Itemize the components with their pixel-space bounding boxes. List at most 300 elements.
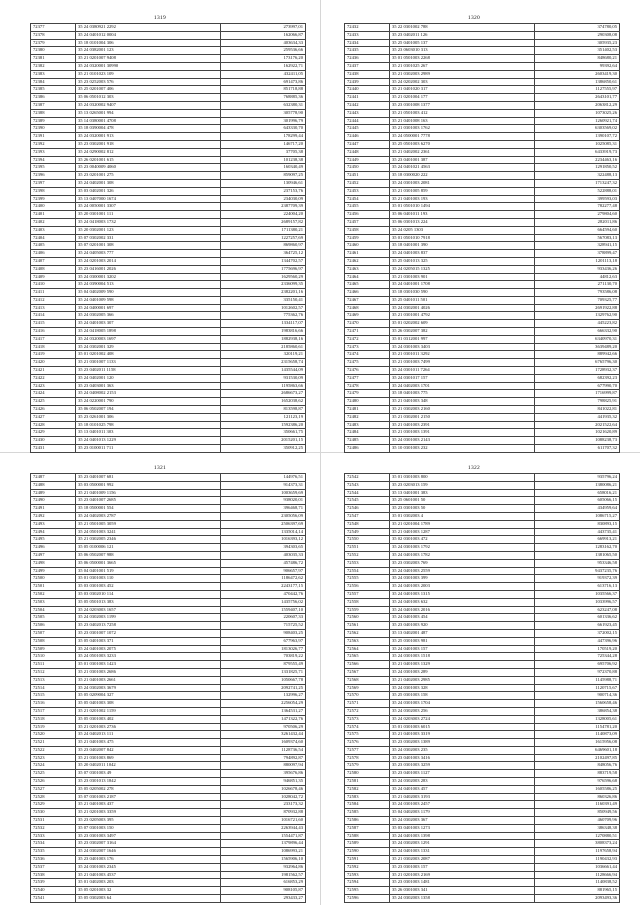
row-value-cell: 643330,70 xyxy=(221,125,306,133)
row-code-cell: 35 21 0201004 1789 xyxy=(390,520,535,528)
row-code-cell: 35 06 0502007 194 xyxy=(76,406,221,414)
row-id-cell: 72498 xyxy=(31,559,76,567)
row-value-cell: 1380086,21 xyxy=(535,481,620,489)
row-id-cell: 72509 xyxy=(31,645,76,653)
row-code-cell: 35 01 0202002 609 xyxy=(390,320,535,328)
row-code-cell: 35 05 0401003 371 xyxy=(76,637,221,645)
row-value-cell: 2305056,09 xyxy=(221,512,306,520)
row-code-cell: 35 21 0401003 475 xyxy=(76,739,221,747)
table-row xyxy=(31,481,306,489)
table-row xyxy=(31,70,306,78)
row-code-cell: 35 05 0100006 121 xyxy=(76,544,221,552)
row-value-cell: 1716999,87 xyxy=(535,390,620,398)
row-code-cell: 35 23 0302007 3164 xyxy=(76,840,221,848)
row-value-cell: 879555,49 xyxy=(221,661,306,669)
table-row xyxy=(31,265,306,273)
row-id-cell: 72472 xyxy=(345,335,390,343)
row-code-cell: 35 01 0501003 2268 xyxy=(390,55,535,63)
row-code-cell: 35 07 0301003 49 xyxy=(76,770,221,778)
row-value-cell: 1016393,12 xyxy=(221,536,306,544)
table-row xyxy=(345,809,620,817)
row-code-cell: 35 01 0201002 408 xyxy=(76,351,221,359)
table-row xyxy=(345,668,620,676)
row-code-cell: 35 24 0402001 120 xyxy=(76,374,221,382)
table-row xyxy=(345,559,620,567)
row-id-cell: 72412 xyxy=(31,296,76,304)
table-row xyxy=(345,746,620,754)
row-code-cell: 35 24 0302003 3679 xyxy=(76,684,221,692)
table-row xyxy=(345,551,620,559)
row-value-cell: 3808373,24 xyxy=(535,840,620,848)
table-row xyxy=(345,536,620,544)
row-code-cell: 35 23 0302003 769 xyxy=(390,559,535,567)
row-value-cell: 1021620,89 xyxy=(535,429,620,437)
row-id-cell: 72451 xyxy=(345,172,390,180)
row-value-cell: 305778,90 xyxy=(221,109,306,117)
table-row xyxy=(31,55,306,63)
row-id-cell: 72422 xyxy=(31,374,76,382)
row-id-cell: 72444 xyxy=(345,117,390,125)
row-value-cell: 782277,48 xyxy=(535,203,620,211)
row-id-cell: 72377 xyxy=(31,24,76,32)
table-row xyxy=(31,398,306,406)
row-value-cell: 320119,21 xyxy=(221,351,306,359)
row-id-cell: 72465 xyxy=(345,281,390,289)
row-value-cell: 677963,97 xyxy=(221,637,306,645)
row-id-cell: 72516 xyxy=(31,700,76,708)
row-value-cell: 445223,82 xyxy=(535,320,620,328)
row-id-cell: 72535 xyxy=(31,848,76,856)
row-id-cell: 72464 xyxy=(345,273,390,281)
row-code-cell: 35 23 0401003 3416 xyxy=(390,754,535,762)
row-code-cell: 35 23 0301003 1481 xyxy=(390,879,535,887)
row-code-cell: 35 24 0202002 303 xyxy=(390,78,535,86)
row-value-cell: 1140873,09 xyxy=(535,731,620,739)
table-row xyxy=(31,668,306,676)
table-row xyxy=(345,793,620,801)
row-value-cell: 1186472,62 xyxy=(221,575,306,583)
row-value-cell: 715725,52 xyxy=(221,622,306,630)
row-value-cell: 1128666,94 xyxy=(535,871,620,879)
row-value-cell: 1592386,20 xyxy=(221,421,306,429)
row-id-cell: 72448 xyxy=(345,148,390,156)
row-id-cell: 72396 xyxy=(31,172,76,180)
row-code-cell: 35 23 0401003 176 xyxy=(76,856,221,864)
row-code-cell: 35 21 0401003 3319 xyxy=(390,731,535,739)
row-code-cell: 35 24 0301003 2345 xyxy=(76,863,221,871)
table-row xyxy=(31,78,306,86)
row-code-cell: 35 24 0301003 289 xyxy=(390,668,535,676)
table-row xyxy=(345,731,620,739)
row-value-cell: 3639489,20 xyxy=(535,343,620,351)
table-row xyxy=(345,887,620,895)
row-id-cell: 72452 xyxy=(345,179,390,187)
row-id-cell: 72541 xyxy=(31,895,76,903)
row-code-cell: 35 26 0301003 341 xyxy=(390,887,535,895)
row-id-cell: 72385 xyxy=(31,86,76,94)
row-code-cell: 35 24 0401003 2075 xyxy=(76,645,221,653)
row-code-cell: 35 05 0301003 402 xyxy=(76,715,221,723)
table-row xyxy=(345,187,620,195)
table-row xyxy=(345,832,620,840)
row-code-cell: 35 24 0401003 632 xyxy=(390,598,535,606)
row-code-cell: 35 21 0302003 2989 xyxy=(390,70,535,78)
table-row xyxy=(345,606,620,614)
row-value-cell: 1140838,52 xyxy=(535,879,620,887)
table-row xyxy=(31,879,306,887)
row-id-cell: 72484 xyxy=(345,429,390,437)
row-id-cell: 72426 xyxy=(31,406,76,414)
row-id-cell: 72549 xyxy=(345,528,390,536)
row-code-cell: 35 01 0501010 7918 xyxy=(390,234,535,242)
row-id-cell: 72563 xyxy=(345,637,390,645)
table-row xyxy=(31,359,306,367)
table-row xyxy=(31,824,306,832)
row-value-cell: 273997,01 xyxy=(221,24,306,32)
table-row xyxy=(31,863,306,871)
row-value-cell: 1195863,66 xyxy=(221,382,306,390)
row-value-cell: 6765796,30 xyxy=(535,359,620,367)
table-row xyxy=(31,567,306,575)
row-value-cell: 1379896,44 xyxy=(221,840,306,848)
row-code-cell: 35 24 0402001 308 xyxy=(76,179,221,187)
row-code-cell: 35 21 0501005 3059 xyxy=(76,520,221,528)
row-code-cell: 35 21 0201007 9408 xyxy=(76,55,221,63)
row-id-cell: 72514 xyxy=(31,684,76,692)
row-value-cell: 2093493,36 xyxy=(535,895,620,903)
row-value-cell: 841022,81 xyxy=(535,406,620,414)
table-row xyxy=(31,536,306,544)
row-code-cell: 35 18 0401003 775 xyxy=(390,390,535,398)
row-code-cell: 35 24 0408002 2153 xyxy=(76,390,221,398)
row-value-cell: 403035,33 xyxy=(221,551,306,559)
table-row xyxy=(345,413,620,421)
table-row xyxy=(31,94,306,102)
table-row xyxy=(345,133,620,141)
row-code-cell: 35 21 0301007 1133 xyxy=(76,359,221,367)
row-id-cell: 72581 xyxy=(345,778,390,786)
table-row xyxy=(345,374,620,382)
table-row xyxy=(31,793,306,801)
table-row xyxy=(345,512,620,520)
table-row xyxy=(345,203,620,211)
row-id-cell: 72525 xyxy=(31,770,76,778)
row-code-cell: 35 24 0382001 123 xyxy=(76,47,221,55)
row-id-cell: 72394 xyxy=(31,156,76,164)
table-row xyxy=(31,281,306,289)
row-code-cell: 35 21 0201002 1159 xyxy=(76,707,221,715)
table-row xyxy=(31,606,306,614)
row-id-cell: 72477 xyxy=(345,374,390,382)
row-value-cell: 170519,20 xyxy=(535,645,620,653)
row-code-cell: 35 20 0402011 1042 xyxy=(76,762,221,770)
row-id-cell: 72579 xyxy=(345,762,390,770)
row-value-cell: 6433919,73 xyxy=(535,148,620,156)
row-value-cell: 1016721,60 xyxy=(221,817,306,825)
table-row xyxy=(31,211,306,219)
row-value-cell: 403634,33 xyxy=(221,39,306,47)
row-value-cell: 972370,88 xyxy=(535,668,620,676)
table-row xyxy=(31,421,306,429)
row-code-cell: 35 24 0401003 1782 xyxy=(390,551,535,559)
row-code-cell: 35 24 0205015 1325 xyxy=(390,265,535,273)
row-id-cell: 72596 xyxy=(345,895,390,903)
row-value-cell: 1390107,72 xyxy=(535,133,620,141)
row-id-cell: 72577 xyxy=(345,746,390,754)
row-code-cell: 35 21 0301011 3292 xyxy=(390,351,535,359)
row-id-cell: 72483 xyxy=(345,421,390,429)
row-id-cell: 72520 xyxy=(31,731,76,739)
row-id-cell: 72497 xyxy=(31,551,76,559)
row-value-cell: 830893,15 xyxy=(535,520,620,528)
row-code-cell: 35 05 0209004 327 xyxy=(76,692,221,700)
table-row xyxy=(31,226,306,234)
row-value-cell: 1088238,73 xyxy=(535,437,620,445)
table-row xyxy=(31,24,306,32)
row-id-cell: 72393 xyxy=(31,148,76,156)
row-value-cell: 2185860,61 xyxy=(221,343,306,351)
row-value-cell: 1652038,62 xyxy=(221,398,306,406)
row-code-cell: 35 03 0500001 992 xyxy=(76,481,221,489)
row-code-cell: 35 21 0401003 4537 xyxy=(76,871,221,879)
table-row xyxy=(31,343,306,351)
row-value-cell: 2387709,39 xyxy=(221,203,306,211)
row-value-cell: 935796,24 xyxy=(535,474,620,482)
row-value-cell: 709325,77 xyxy=(535,296,620,304)
row-id-cell: 72481 xyxy=(345,406,390,414)
row-code-cell: 35 21 0302001 2150 xyxy=(390,413,535,421)
row-id-cell: 72543 xyxy=(345,481,390,489)
row-code-cell: 35 24 0205 1303 xyxy=(390,226,535,234)
row-code-cell: 35 24 0401009 598 xyxy=(76,296,221,304)
row-value-cell: 2021522,64 xyxy=(535,421,620,429)
table-row xyxy=(31,544,306,552)
row-value-cell: 395676,86 xyxy=(221,770,306,778)
table-row xyxy=(31,622,306,630)
row-value-cell: 2643101,77 xyxy=(535,94,620,102)
row-id-cell: 72379 xyxy=(31,39,76,47)
row-code-cell: 35 21 0201004 177 xyxy=(390,94,535,102)
row-code-cell: 35 24 0301003 2081 xyxy=(390,179,535,187)
table-row xyxy=(31,101,306,109)
row-value-cell: 470442,76 xyxy=(221,590,306,598)
row-code-cell: 35 06 0500001 3665 xyxy=(76,559,221,567)
table-row xyxy=(345,700,620,708)
row-value-cell: 908403,25 xyxy=(221,629,306,637)
row-code-cell: 35 24 0301003 1518 xyxy=(390,653,535,661)
row-id-cell: 72406 xyxy=(31,250,76,258)
row-value-cell: 1036661,44 xyxy=(535,863,620,871)
row-value-cell: 613716,13 xyxy=(535,583,620,591)
row-id-cell: 72583 xyxy=(345,793,390,801)
row-id-cell: 72491 xyxy=(31,505,76,513)
table-row xyxy=(31,187,306,195)
row-code-cell: 35 24 0302007 1646 xyxy=(76,848,221,856)
table-row xyxy=(345,312,620,320)
row-value-cell: 322488,13 xyxy=(535,172,620,180)
table-row xyxy=(31,351,306,359)
row-code-cell: 35 24 0302003 256 xyxy=(390,707,535,715)
row-code-cell: 35 01 0312001 997 xyxy=(390,335,535,343)
row-id-cell: 72432 xyxy=(345,24,390,32)
row-id-cell: 72504 xyxy=(31,606,76,614)
row-code-cell: 35 05 0201003 32 xyxy=(76,887,221,895)
row-value-cell: 132996,27 xyxy=(221,692,306,700)
row-code-cell: 35 25 0401005 137 xyxy=(390,39,535,47)
row-id-cell: 72457 xyxy=(345,218,390,226)
table-row xyxy=(31,497,306,505)
row-code-cell: 35 24 0401003 1398 xyxy=(390,832,535,840)
table-row xyxy=(345,840,620,848)
row-value-cell: 813598,87 xyxy=(221,406,306,414)
row-id-cell: 72585 xyxy=(345,809,390,817)
row-id-cell: 72486 xyxy=(345,445,390,453)
row-id-cell: 72496 xyxy=(31,544,76,552)
table-row xyxy=(31,203,306,211)
row-code-cell: 35 24 0302001 329 xyxy=(76,343,221,351)
row-code-cell: 35 21 0301003 1762 xyxy=(390,125,535,133)
row-id-cell: 72463 xyxy=(345,265,390,273)
row-id-cell: 72572 xyxy=(345,707,390,715)
row-value-cell: 6303569,02 xyxy=(535,125,620,133)
row-value-cell: 1260921,74 xyxy=(535,117,620,125)
row-code-cell: 35 24 0402003 2787 xyxy=(76,512,221,520)
row-id-cell: 72561 xyxy=(345,622,390,630)
row-id-cell: 72387 xyxy=(31,101,76,109)
table-row xyxy=(345,250,620,258)
row-id-cell: 72500 xyxy=(31,575,76,583)
row-code-cell: 35 06 0401011 193 xyxy=(390,211,535,219)
row-code-cell: 35 18 0390004 478 xyxy=(76,125,221,133)
row-value-cell: 623247,08 xyxy=(535,606,620,614)
row-value-cell: 441935,32 xyxy=(535,413,620,421)
row-code-cell: 35 23 0302003 1389 xyxy=(390,739,535,747)
table-row xyxy=(31,179,306,187)
row-code-cell: 35 24 0302001 4026 xyxy=(390,304,535,312)
row-value-cell: 1882938,16 xyxy=(221,335,306,343)
row-id-cell: 72562 xyxy=(345,629,390,637)
row-code-cell: 35 24 0302005 366 xyxy=(76,312,221,320)
row-id-cell: 72434 xyxy=(345,39,390,47)
row-id-cell: 72489 xyxy=(31,489,76,497)
row-code-cell: 35 21 0301003 7499 xyxy=(390,359,535,367)
row-id-cell: 72540 xyxy=(31,887,76,895)
row-id-cell: 72411 xyxy=(31,289,76,297)
table-row xyxy=(31,700,306,708)
row-code-cell: 35 24 0401003 454 xyxy=(390,614,535,622)
row-value-cell: 1270880,51 xyxy=(535,832,620,840)
row-id-cell: 72564 xyxy=(345,645,390,653)
row-value-cell: 101238,38 xyxy=(221,156,306,164)
row-id-cell: 72439 xyxy=(345,78,390,86)
row-value-cell: 2382201,16 xyxy=(221,289,306,297)
row-value-cell: 237153,76 xyxy=(221,187,306,195)
row-id-cell: 72553 xyxy=(345,559,390,567)
table-row xyxy=(345,421,620,429)
row-code-cell: 35 01 0301003 110 xyxy=(76,575,221,583)
row-value-cell: 290308,08 xyxy=(535,31,620,39)
table-row xyxy=(345,86,620,94)
row-code-cell: 35 24 0301003 399 xyxy=(390,575,535,583)
row-id-cell: 72392 xyxy=(31,140,76,148)
row-id-cell: 72545 xyxy=(345,497,390,505)
row-value-cell: 889942,66 xyxy=(535,351,620,359)
data-table xyxy=(30,23,306,453)
row-id-cell: 72391 xyxy=(31,133,76,141)
table-row xyxy=(31,328,306,336)
row-code-cell: 35 25 0301003 981 xyxy=(390,637,535,645)
row-value-cell: 162922,71 xyxy=(221,62,306,70)
row-code-cell: 35 18 0301030 590 xyxy=(390,289,535,297)
row-id-cell: 72478 xyxy=(345,382,390,390)
table-row xyxy=(345,817,620,825)
table-row xyxy=(345,661,620,669)
row-id-cell: 72530 xyxy=(31,809,76,817)
row-value-cell: 434959,64 xyxy=(535,505,620,513)
row-id-cell: 72547 xyxy=(345,512,390,520)
row-id-cell: 72399 xyxy=(31,195,76,203)
row-id-cell: 72576 xyxy=(345,739,390,747)
row-code-cell: 35 06 0502007 988 xyxy=(76,551,221,559)
row-id-cell: 72453 xyxy=(345,187,390,195)
table-row xyxy=(345,528,620,536)
row-value-cell: 1154781,20 xyxy=(535,723,620,731)
row-code-cell: 35 22 0301002 788 xyxy=(390,24,535,32)
row-id-cell: 72384 xyxy=(31,78,76,86)
table-row xyxy=(31,234,306,242)
table-row xyxy=(345,785,620,793)
row-id-cell: 72408 xyxy=(31,265,76,273)
row-id-cell: 72519 xyxy=(31,723,76,731)
table-row xyxy=(31,304,306,312)
row-value-cell: 1559407,10 xyxy=(221,606,306,614)
row-id-cell: 72539 xyxy=(31,879,76,887)
row-id-cell: 72450 xyxy=(345,164,390,172)
row-code-cell: 35 25 0301003 158 xyxy=(390,692,535,700)
row-value-cell: 664594,60 xyxy=(535,226,620,234)
row-value-cell: 374780,05 xyxy=(535,24,620,32)
row-value-cell: 914373,31 xyxy=(221,481,306,489)
row-value-cell: 1560658,46 xyxy=(535,700,620,708)
row-code-cell: 35 18 0101025 798 xyxy=(76,421,221,429)
row-id-cell: 72424 xyxy=(31,390,76,398)
row-id-cell: 72524 xyxy=(31,762,76,770)
row-code-cell: 35 24 0401003 1331 xyxy=(390,848,535,856)
row-value-cell: 1605586,25 xyxy=(535,785,620,793)
row-id-cell: 72552 xyxy=(345,551,390,559)
row-code-cell: 35 24 0402003 1701 xyxy=(390,382,535,390)
row-id-cell: 72542 xyxy=(345,474,390,482)
page-1322 xyxy=(344,464,617,903)
row-id-cell: 72436 xyxy=(345,55,390,63)
table-row xyxy=(31,840,306,848)
row-id-cell: 72456 xyxy=(345,211,390,219)
row-code-cell: 35 21 0101023 109 xyxy=(76,70,221,78)
row-value-cell: 1609374,60 xyxy=(221,739,306,747)
row-value-cell: 1471322,76 xyxy=(221,715,306,723)
row-code-cell: 35 23 0402011 126 xyxy=(390,31,535,39)
row-code-cell: 35 24 0401001 1708 xyxy=(390,281,535,289)
row-value-cell: 1227257,69 xyxy=(221,234,306,242)
table-row xyxy=(345,754,620,762)
table-row xyxy=(31,148,306,156)
row-id-cell: 72587 xyxy=(345,824,390,832)
table-row xyxy=(345,637,620,645)
row-id-cell: 72458 xyxy=(345,226,390,234)
row-code-cell: 35 23 0205003 395 xyxy=(76,817,221,825)
row-value-cell: 611707,32 xyxy=(535,445,620,453)
table-row xyxy=(31,590,306,598)
